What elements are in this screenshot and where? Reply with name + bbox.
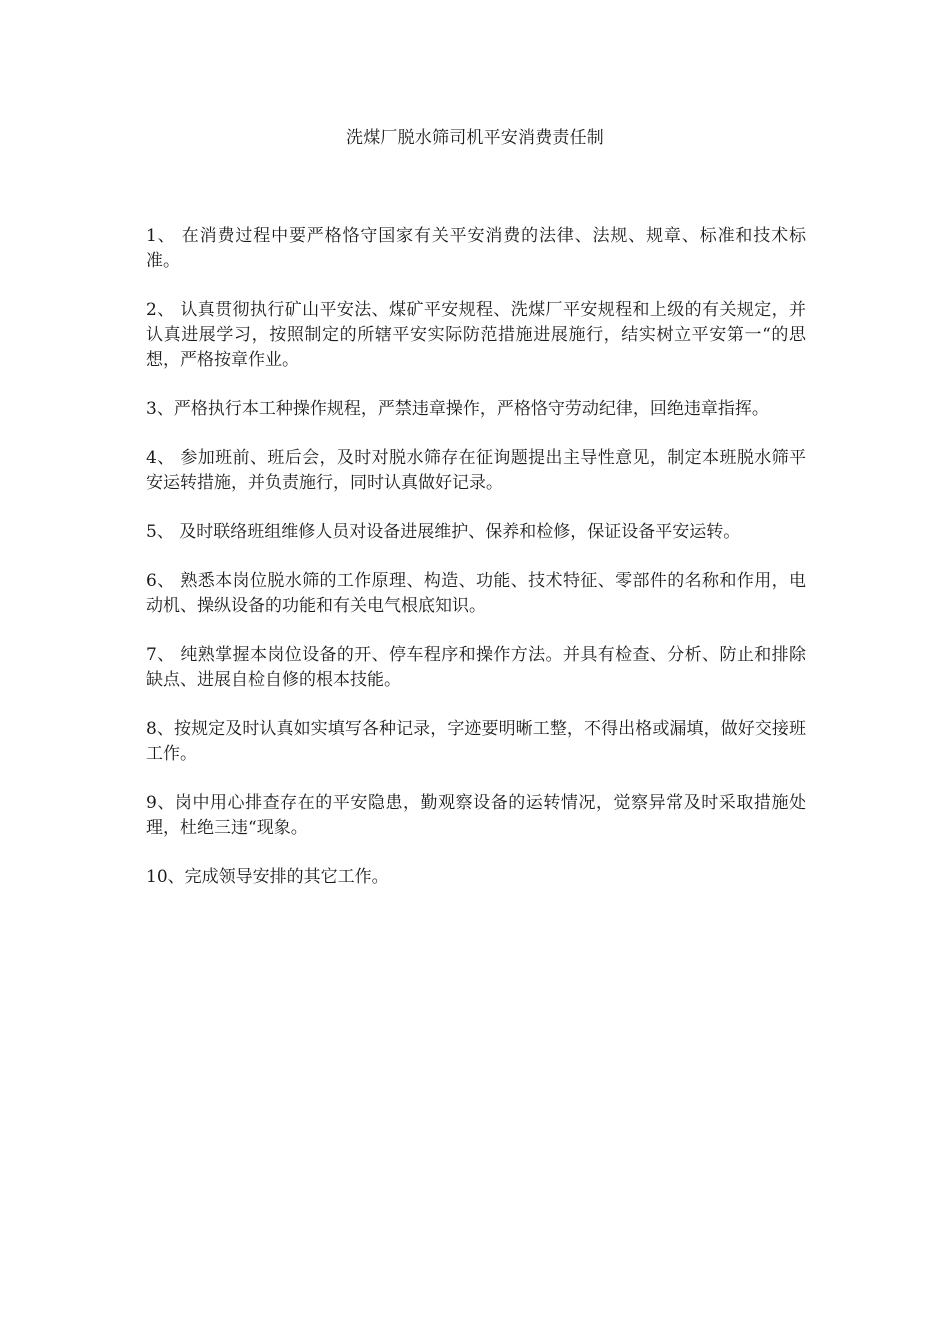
clause-item: 1、 在消费过程中要严格恪守国家有关平安消费的法律、法规、规章、标准和技术标准。: [146, 226, 806, 271]
clause-item: 8、按规定及时认真如实填写各种记录，字迹要明晰工整，不得出格或漏填，做好交接班工作。: [146, 719, 806, 764]
clause-item: 7、 纯熟掌握本岗位设备的开、停车程序和操作方法。并具有检查、分析、防止和排除缺点、进展自检自修的根本技能。: [146, 645, 806, 690]
clause-list: [146, 224, 806, 914]
document-title: 洗煤厂脱水筛司机平安消费责任制: [346, 128, 604, 148]
clause-item: 10、完成领导安排的其它工作。: [146, 867, 389, 887]
clause-item: 5、 及时联络班组维修人员对设备进展维护、保养和检修，保证设备平安运转。: [146, 522, 741, 542]
clause-item: 9、岗中用心排查存在的平安隐患，勤观察设备的运转情况，觉察异常及时采取措施处理，杜绝三违“现象。: [146, 793, 806, 838]
clause-item: 4、 参加班前、班后会，及时对脱水筛存在征询题提出主导性意见，制定本班脱水筛平安运转措施，并负责施行，同时认真做好记录。: [146, 448, 806, 493]
clause-item: 2、 认真贯彻执行矿山平安法、煤矿平安规程、洗煤厂平安规程和上级的有关规定，并认真进展学习，按照制定的所辖平安实际防范措施进展施行，结实树立平安第一“的思想，严格按章作业。: [146, 300, 806, 370]
clause-item: 3、严格执行本工种操作规程，严禁违章操作，严格恪守劳动纪律，回绝违章指挥。: [146, 399, 769, 419]
clause-item: 6、 熟悉本岗位脱水筛的工作原理、构造、功能、技术特征、零部件的名称和作用，电动机、操纵设备的功能和有关电气根底知识。: [146, 571, 806, 616]
